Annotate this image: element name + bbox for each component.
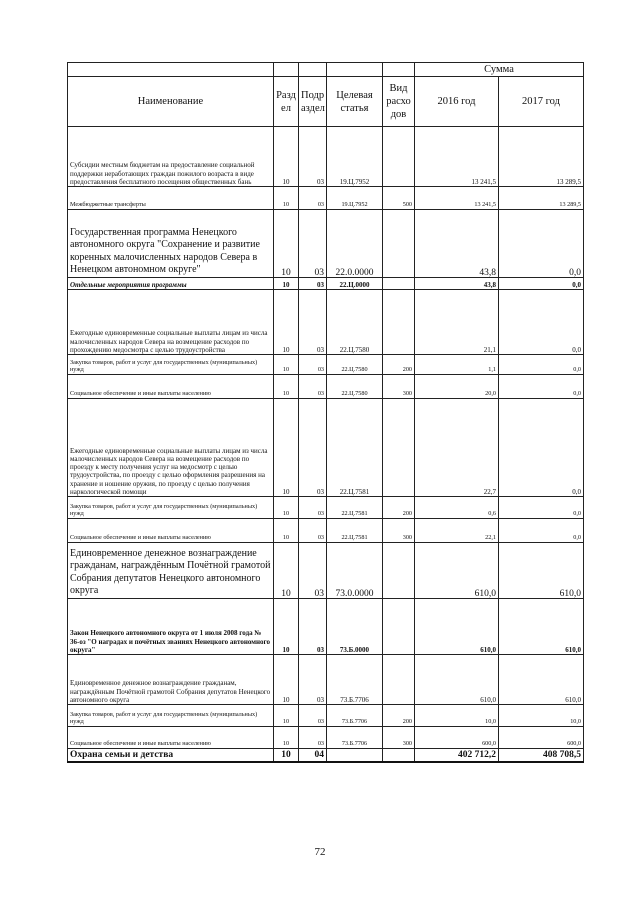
row-podrazdel: 03 bbox=[299, 210, 327, 278]
row-vid: 300 bbox=[383, 519, 415, 543]
row-value-2017: 0,0 bbox=[499, 375, 584, 399]
row-value-2017: 10,0 bbox=[499, 705, 584, 727]
row-value-2016: 13 241,5 bbox=[415, 127, 499, 187]
row-value-2016: 43,8 bbox=[415, 278, 499, 290]
row-value-2016: 610,0 bbox=[415, 599, 499, 655]
row-vid: 300 bbox=[383, 375, 415, 399]
row-value-2016: 610,0 bbox=[415, 655, 499, 705]
row-vid: 200 bbox=[383, 497, 415, 519]
row-tselevaya: 73.0.0000 bbox=[327, 543, 383, 599]
row-value-2016: 0,6 bbox=[415, 497, 499, 519]
row-name: Субсидии местным бюджетам на предоставление социальной поддержки неработающих граждан пожилого возраста в виде предоставления бесплатного посещения общественных бань bbox=[68, 127, 274, 187]
row-value-2017: 0,0 bbox=[499, 290, 584, 355]
table-header bbox=[68, 63, 584, 127]
row-tselevaya: 22.Ц.7580 bbox=[327, 355, 383, 375]
row-value-2017: 0,0 bbox=[499, 278, 584, 290]
row-razdel: 10 bbox=[274, 290, 299, 355]
row-vid bbox=[383, 399, 415, 497]
header-blank-vid bbox=[383, 63, 415, 77]
row-value-2017: 610,0 bbox=[499, 655, 584, 705]
row-vid bbox=[383, 210, 415, 278]
row-value-2016: 402 712,2 bbox=[415, 749, 499, 762]
header-podrazdel: Подр аздел bbox=[299, 77, 327, 127]
row-value-2017: 13 289,5 bbox=[499, 187, 584, 210]
row-tselevaya: 22.Ц.7581 bbox=[327, 399, 383, 497]
header-blank-razdel bbox=[274, 63, 299, 77]
row-value-2016: 610,0 bbox=[415, 543, 499, 599]
row-value-2017: 0,0 bbox=[499, 399, 584, 497]
row-value-2017: 0,0 bbox=[499, 519, 584, 543]
row-value-2017: 0,0 bbox=[499, 355, 584, 375]
row-vid: 200 bbox=[383, 355, 415, 375]
row-razdel: 10 bbox=[274, 127, 299, 187]
row-name: Межбюджетные трансферты bbox=[68, 187, 274, 210]
row-razdel: 10 bbox=[274, 187, 299, 210]
row-razdel: 10 bbox=[274, 655, 299, 705]
row-value-2017: 600,0 bbox=[499, 727, 584, 749]
row-vid bbox=[383, 749, 415, 762]
row-razdel: 10 bbox=[274, 497, 299, 519]
row-name: Закон Ненецкого автономного округа от 1 июля 2008 года № 36-оз "О наградах и почётных званиях Ненецкого автономного округа" bbox=[68, 599, 274, 655]
row-name: Закупка товаров, работ и услуг для государственных (муниципальных) нужд bbox=[68, 497, 274, 519]
row-tselevaya bbox=[327, 749, 383, 762]
row-value-2017: 13 289,5 bbox=[499, 127, 584, 187]
row-tselevaya: 22.0.0000 bbox=[327, 210, 383, 278]
page-number: 72 bbox=[314, 846, 326, 858]
row-value-2017: 610,0 bbox=[499, 543, 584, 599]
row-razdel: 10 bbox=[274, 375, 299, 399]
row-podrazdel: 03 bbox=[299, 497, 327, 519]
header-vid: Вид расхо дов bbox=[383, 77, 415, 127]
header-tselevaya: Целевая статья bbox=[327, 77, 383, 127]
header-year-2016: 2016 год bbox=[415, 77, 499, 127]
row-razdel: 10 bbox=[274, 727, 299, 749]
row-name: Единовременное денежное вознаграждение гражданам, награждённым Почётной грамотой Собрания депутатов Ненецкого автономного округа bbox=[68, 543, 274, 599]
row-vid bbox=[383, 655, 415, 705]
row-name: Единовременное денежное вознаграждение гражданам, награждённым Почётной грамотой Собрания депутатов Ненецкого автономного округа bbox=[68, 655, 274, 705]
row-name: Отдельные мероприятия программы bbox=[68, 278, 274, 290]
row-value-2017: 408 708,5 bbox=[499, 749, 584, 762]
row-value-2016: 600,0 bbox=[415, 727, 499, 749]
header-razdel: Разд ел bbox=[274, 77, 299, 127]
header-summa: Сумма bbox=[415, 63, 584, 77]
row-podrazdel: 03 bbox=[299, 290, 327, 355]
row-name: Ежегодные единовременные социальные выплаты лицам из числа малочисленных народов Севера на возмещение расходов по прохождению медосмотра с целью трудоустройства bbox=[68, 290, 274, 355]
row-tselevaya: 19.Ц.7952 bbox=[327, 127, 383, 187]
row-razdel: 10 bbox=[274, 210, 299, 278]
row-value-2016: 20,0 bbox=[415, 375, 499, 399]
header-year-2017: 2017 год bbox=[499, 77, 584, 127]
header-blank-podrazdel bbox=[299, 63, 327, 77]
row-value-2016: 10,0 bbox=[415, 705, 499, 727]
row-tselevaya: 22.Ц.7581 bbox=[327, 519, 383, 543]
row-podrazdel: 03 bbox=[299, 278, 327, 290]
row-tselevaya: 73.Б.0000 bbox=[327, 599, 383, 655]
row-tselevaya: 22.Ц.7581 bbox=[327, 497, 383, 519]
row-podrazdel: 03 bbox=[299, 127, 327, 187]
row-name: Социальное обеспечение и иные выплаты населению bbox=[68, 519, 274, 543]
row-podrazdel: 03 bbox=[299, 375, 327, 399]
row-vid: 200 bbox=[383, 705, 415, 727]
row-value-2017: 0,0 bbox=[499, 210, 584, 278]
row-vid: 500 bbox=[383, 187, 415, 210]
row-razdel: 10 bbox=[274, 355, 299, 375]
row-name: Закупка товаров, работ и услуг для государственных (муниципальных) нужд bbox=[68, 355, 274, 375]
row-podrazdel: 04 bbox=[299, 749, 327, 762]
row-razdel: 10 bbox=[274, 278, 299, 290]
row-razdel: 10 bbox=[274, 519, 299, 543]
row-razdel: 10 bbox=[274, 399, 299, 497]
row-vid bbox=[383, 599, 415, 655]
row-tselevaya: 73.Б.7706 bbox=[327, 655, 383, 705]
row-vid bbox=[383, 278, 415, 290]
row-podrazdel: 03 bbox=[299, 187, 327, 210]
row-podrazdel: 03 bbox=[299, 705, 327, 727]
header-name: Наименование bbox=[68, 77, 274, 127]
row-razdel: 10 bbox=[274, 705, 299, 727]
row-vid bbox=[383, 543, 415, 599]
row-value-2016: 22,7 bbox=[415, 399, 499, 497]
row-tselevaya: 19.Ц.7952 bbox=[327, 187, 383, 210]
row-vid bbox=[383, 290, 415, 355]
header-blank-tselevaya bbox=[327, 63, 383, 77]
row-name: Государственная программа Ненецкого автономного округа "Сохранение и развитие коренных малочисленных народов Севера в Ненецком автономном округе" bbox=[68, 210, 274, 278]
row-tselevaya: 22.Ц.7580 bbox=[327, 290, 383, 355]
row-tselevaya: 22.Ц.7580 bbox=[327, 375, 383, 399]
header-blank-name bbox=[68, 63, 274, 77]
row-name: Охрана семьи и детства bbox=[68, 749, 274, 762]
row-podrazdel: 03 bbox=[299, 399, 327, 497]
row-name: Социальное обеспечение и иные выплаты населению bbox=[68, 727, 274, 749]
table-body bbox=[68, 127, 584, 762]
row-podrazdel: 03 bbox=[299, 599, 327, 655]
row-value-2016: 1,1 bbox=[415, 355, 499, 375]
row-tselevaya: 73.Б.7706 bbox=[327, 705, 383, 727]
row-value-2017: 0,0 bbox=[499, 497, 584, 519]
row-tselevaya: 22.Ц.0000 bbox=[327, 278, 383, 290]
row-name: Закупка товаров, работ и услуг для государственных (муниципальных) нужд bbox=[68, 705, 274, 727]
row-razdel: 10 bbox=[274, 599, 299, 655]
row-podrazdel: 03 bbox=[299, 655, 327, 705]
row-razdel: 10 bbox=[274, 749, 299, 762]
row-tselevaya: 73.Б.7706 bbox=[327, 727, 383, 749]
row-razdel: 10 bbox=[274, 543, 299, 599]
row-vid bbox=[383, 127, 415, 187]
row-name: Ежегодные единовременные социальные выплаты лицам из числа малочисленных народов Севера на возмещение расходов по проезду к месту получения услуг на медосмотр с целью трудоустройства, по проезду с целью оформления разрешения на хранение и ношение оружия, по проезду с целью получения наркологической помощи bbox=[68, 399, 274, 497]
row-value-2016: 13 241,5 bbox=[415, 187, 499, 210]
budget-table bbox=[67, 62, 584, 763]
row-name: Социальное обеспечение и иные выплаты населению bbox=[68, 375, 274, 399]
row-value-2017: 610,0 bbox=[499, 599, 584, 655]
row-vid: 300 bbox=[383, 727, 415, 749]
row-podrazdel: 03 bbox=[299, 543, 327, 599]
row-value-2016: 21,1 bbox=[415, 290, 499, 355]
row-podrazdel: 03 bbox=[299, 519, 327, 543]
row-podrazdel: 03 bbox=[299, 727, 327, 749]
row-value-2016: 22,1 bbox=[415, 519, 499, 543]
row-value-2016: 43,8 bbox=[415, 210, 499, 278]
row-podrazdel: 03 bbox=[299, 355, 327, 375]
